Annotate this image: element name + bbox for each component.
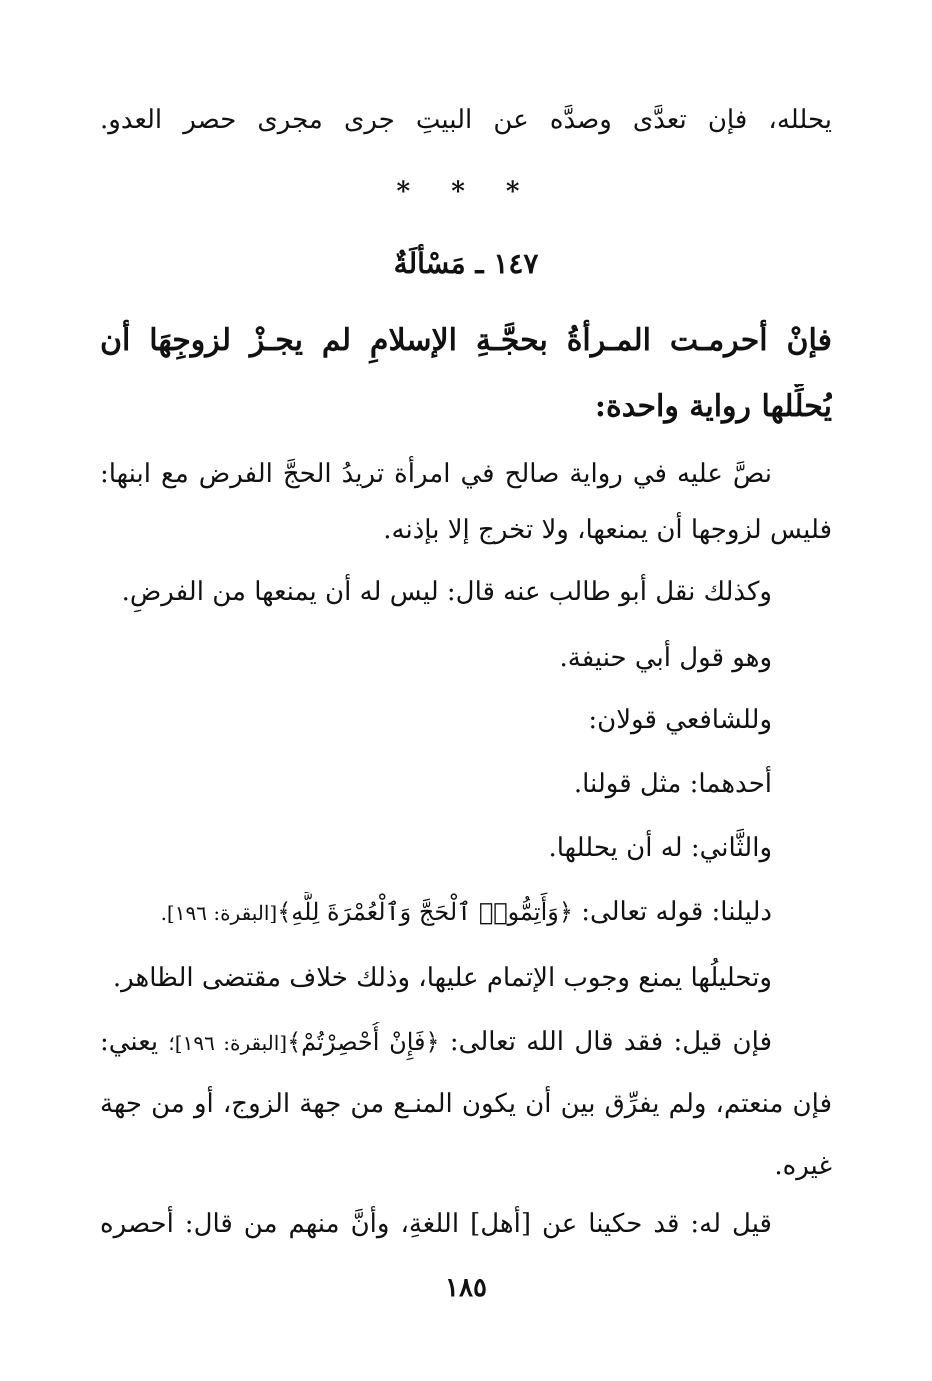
- paragraph-line: فليس لزوجها أن يمنعها، ولا تخرج إلا بإذنه.: [383, 515, 832, 545]
- text-line-continuation: يحلله، فإن تعدَّى وصدَّه عن البيتِ جرى مجرى حصر العدو.: [100, 105, 832, 135]
- paragraph-lead: فإن قيل: فقد قال الله تعالى:: [449, 1027, 772, 1057]
- paragraph-line: نصَّ عليه في رواية صالح في امرأة تريدُ الحجَّ الفرض مع ابنها:: [100, 459, 772, 489]
- paragraph-line: غيره.: [774, 1151, 832, 1181]
- paragraph-line: وهو قول أبي حنيفة.: [559, 643, 772, 673]
- quran-reference: [البقرة: ١٩٦]؛: [168, 1031, 288, 1055]
- paragraph-line: فإن منعتم، ولم يفرِّق بين أن يكون المنـع من جهة الزوج، أو من جهة: [100, 1089, 832, 1119]
- paragraph-line-with-quran: [100, 892, 772, 933]
- quran-reference: [البقرة: ١٩٦].: [160, 901, 278, 925]
- paragraph-line: قيل له: قد حكينا عن [أهل] اللغةِ، وأنَّ منهم من قال: أحصره: [100, 1209, 772, 1239]
- paragraph-line: وكذلك نقل أبو طالب عنه قال: ليس له أن يمنعها من الفرضِ.: [121, 577, 772, 607]
- paragraph-tail: يعني:: [100, 1027, 159, 1057]
- issue-number-heading: ١٤٧ ـ مَسْأَلَةٌ: [393, 247, 539, 280]
- issue-heading-line-1: فإنْ أحرمـت المـرأةُ بحجَّـةِ الإسلامِ لم يجـزْ لزوجِهَا أن: [100, 323, 832, 358]
- paragraph-line: أحدهما: مثل قولنا.: [573, 769, 772, 799]
- issue-heading-line-2: يُحلِّلها رواية واحدة:: [594, 389, 832, 424]
- page-number: ١٨٥: [445, 1273, 487, 1303]
- paragraph-line: وللشافعي قولان:: [588, 705, 772, 735]
- paragraph-line: وتحليلُها يمنع وجوب الإتمام عليها، وذلك خلاف مقتضى الظاهر.: [112, 963, 772, 993]
- quran-verse: ﴿فَإِنْ أُحْصِرْتُمْ﴾: [287, 1028, 440, 1056]
- paragraph-lead: دليلنا: قوله تعالى:: [581, 897, 772, 927]
- paragraph-line: والثَّاني: له أن يحللها.: [548, 833, 772, 863]
- quran-verse: ﴿وَأَتِمُّوا۟ ٱلْحَجَّ وَٱلْعُمْرَةَ لِلَّهِ﴾: [277, 898, 573, 926]
- paragraph-line-with-quran: [100, 1022, 772, 1063]
- section-separator-stars: * * *: [396, 177, 536, 207]
